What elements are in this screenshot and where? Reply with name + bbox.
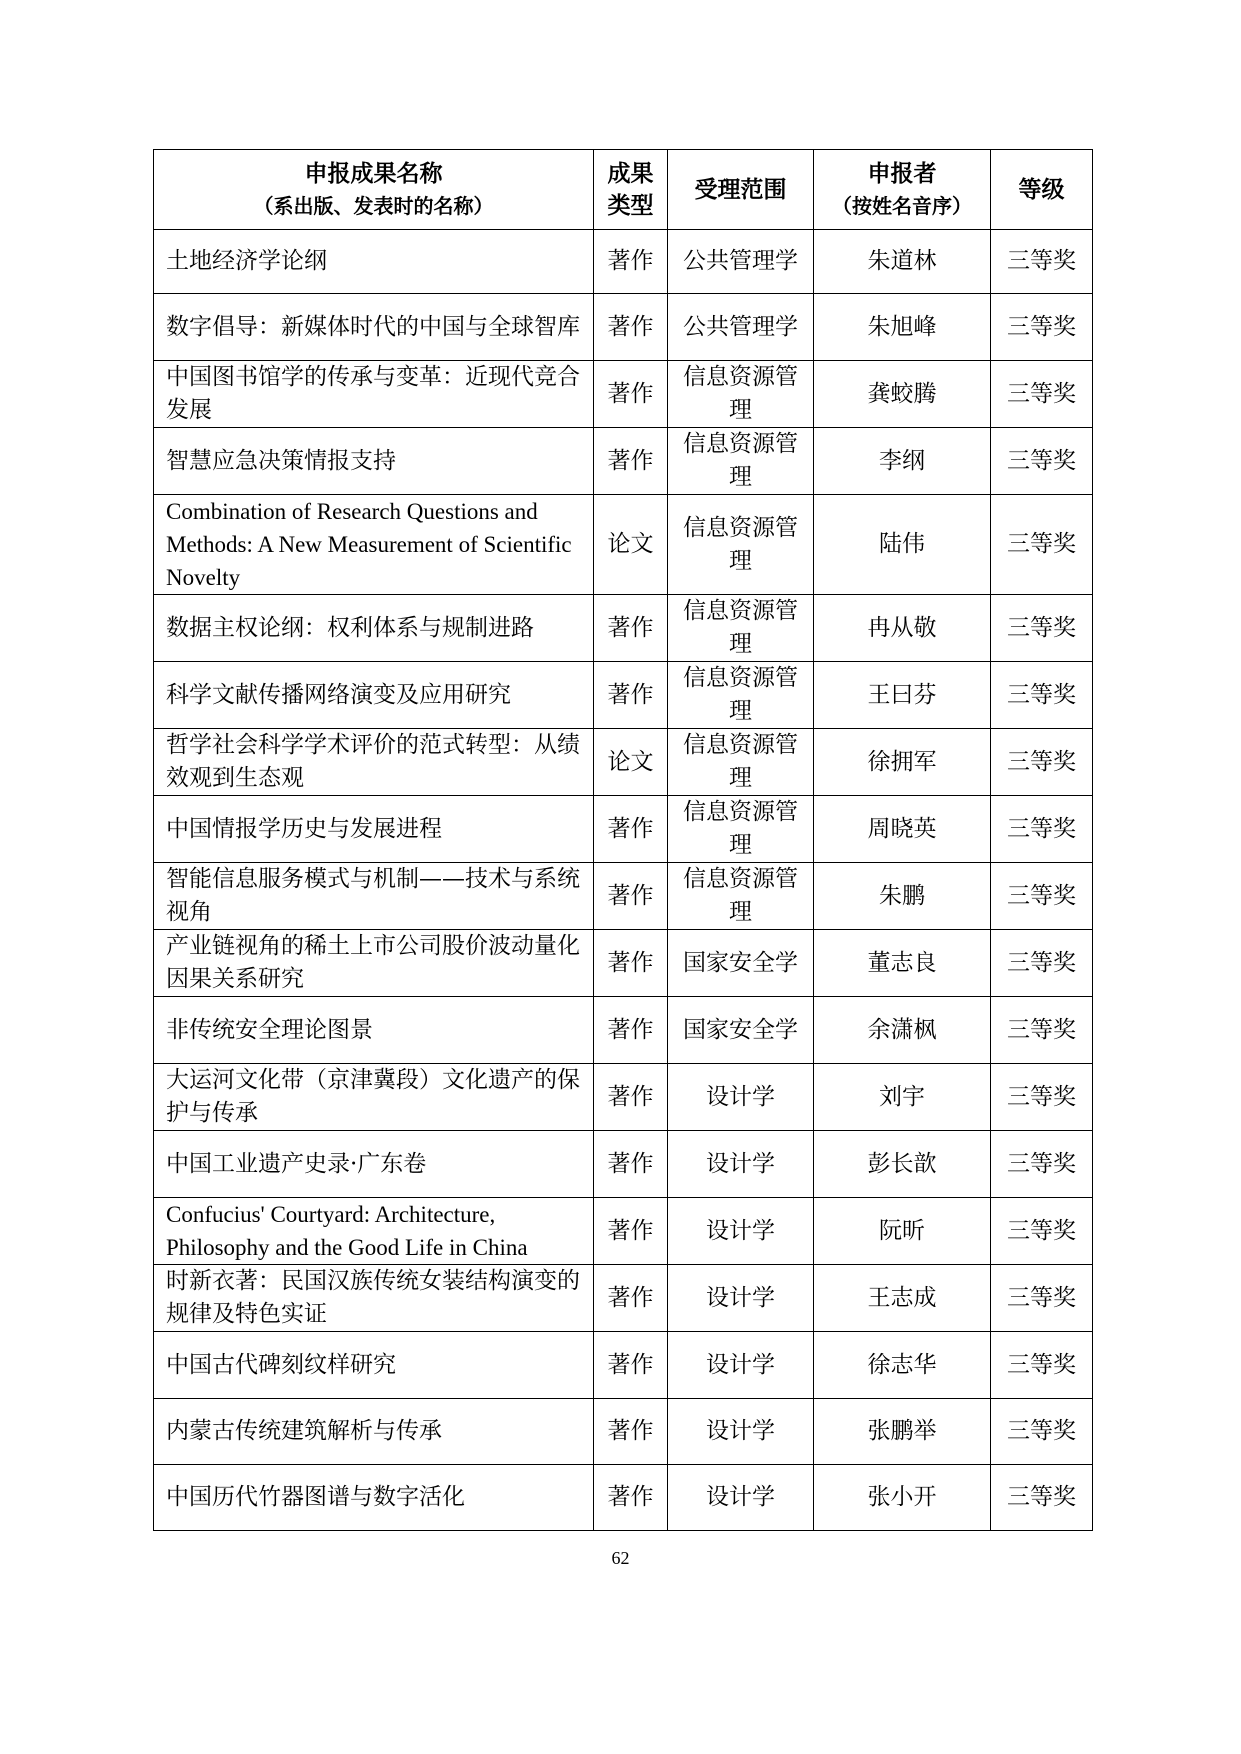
table-row bbox=[154, 1198, 1093, 1265]
table-row bbox=[154, 863, 1093, 930]
cell-applicant: 张小开 bbox=[814, 1465, 991, 1531]
cell-applicant: 朱鹏 bbox=[814, 863, 991, 930]
cell-applicant: 冉从敬 bbox=[814, 595, 991, 662]
cell-scope: 设计学 bbox=[668, 1064, 814, 1131]
cell-grade: 三等奖 bbox=[991, 1399, 1093, 1465]
cell-type: 著作 bbox=[594, 930, 668, 997]
cell-scope: 国家安全学 bbox=[668, 930, 814, 997]
cell-title: 智能信息服务模式与机制——技术与系统视角 bbox=[154, 863, 594, 930]
cell-title: 内蒙古传统建筑解析与传承 bbox=[154, 1399, 594, 1465]
cell-scope: 公共管理学 bbox=[668, 294, 814, 361]
cell-grade: 三等奖 bbox=[991, 1465, 1093, 1531]
cell-type: 著作 bbox=[594, 863, 668, 930]
table-row bbox=[154, 729, 1093, 796]
cell-type: 著作 bbox=[594, 1064, 668, 1131]
cell-title: 土地经济学论纲 bbox=[154, 230, 594, 294]
table-body bbox=[154, 230, 1093, 1531]
cell-type: 著作 bbox=[594, 997, 668, 1064]
cell-grade: 三等奖 bbox=[991, 428, 1093, 495]
cell-type: 著作 bbox=[594, 796, 668, 863]
cell-type: 著作 bbox=[594, 1399, 668, 1465]
cell-type: 著作 bbox=[594, 595, 668, 662]
header-scope: 受理范围 bbox=[668, 150, 814, 230]
cell-scope: 信息资源管理 bbox=[668, 729, 814, 796]
header-applicant-sub: （按姓名音序） bbox=[832, 193, 972, 218]
cell-grade: 三等奖 bbox=[991, 361, 1093, 428]
header-title-sub: （系出版、发表时的名称） bbox=[253, 193, 494, 218]
table-row bbox=[154, 1399, 1093, 1465]
cell-title: 中国工业遗产史录·广东卷 bbox=[154, 1131, 594, 1198]
cell-title: 科学文献传播网络演变及应用研究 bbox=[154, 662, 594, 729]
cell-scope: 设计学 bbox=[668, 1265, 814, 1332]
cell-title: 中国古代碑刻纹样研究 bbox=[154, 1332, 594, 1399]
table-row bbox=[154, 1131, 1093, 1198]
cell-scope: 设计学 bbox=[668, 1399, 814, 1465]
cell-scope: 设计学 bbox=[668, 1131, 814, 1198]
cell-applicant: 陆伟 bbox=[814, 495, 991, 595]
cell-scope: 信息资源管理 bbox=[668, 662, 814, 729]
table-row bbox=[154, 1332, 1093, 1399]
table-row bbox=[154, 361, 1093, 428]
cell-grade: 三等奖 bbox=[991, 997, 1093, 1064]
table-row bbox=[154, 930, 1093, 997]
cell-grade: 三等奖 bbox=[991, 662, 1093, 729]
cell-scope: 信息资源管理 bbox=[668, 428, 814, 495]
header-applicant bbox=[814, 150, 991, 230]
cell-grade: 三等奖 bbox=[991, 595, 1093, 662]
table-row bbox=[154, 230, 1093, 294]
cell-applicant: 董志良 bbox=[814, 930, 991, 997]
header-title-label: 申报成果名称 bbox=[304, 159, 443, 187]
cell-type: 著作 bbox=[594, 230, 668, 294]
header-applicant-label: 申报者 bbox=[867, 159, 937, 187]
header-grade: 等级 bbox=[991, 150, 1093, 230]
cell-applicant: 张鹏举 bbox=[814, 1399, 991, 1465]
cell-type: 论文 bbox=[594, 729, 668, 796]
cell-grade: 三等奖 bbox=[991, 930, 1093, 997]
cell-type: 著作 bbox=[594, 1465, 668, 1531]
cell-applicant: 刘宇 bbox=[814, 1064, 991, 1131]
cell-title: 数据主权论纲：权利体系与规制进路 bbox=[154, 595, 594, 662]
cell-title: 数字倡导：新媒体时代的中国与全球智库 bbox=[154, 294, 594, 361]
cell-applicant: 彭长歆 bbox=[814, 1131, 991, 1198]
cell-scope: 信息资源管理 bbox=[668, 796, 814, 863]
cell-title: 非传统安全理论图景 bbox=[154, 997, 594, 1064]
cell-grade: 三等奖 bbox=[991, 1198, 1093, 1265]
cell-type: 著作 bbox=[594, 1131, 668, 1198]
cell-title: 大运河文化带（京津冀段）文化遗产的保护与传承 bbox=[154, 1064, 594, 1131]
cell-grade: 三等奖 bbox=[991, 1131, 1093, 1198]
table-row bbox=[154, 294, 1093, 361]
cell-type: 著作 bbox=[594, 1265, 668, 1332]
cell-scope: 公共管理学 bbox=[668, 230, 814, 294]
cell-applicant: 龚蛟腾 bbox=[814, 361, 991, 428]
cell-grade: 三等奖 bbox=[991, 1265, 1093, 1332]
table-row bbox=[154, 595, 1093, 662]
table-row bbox=[154, 428, 1093, 495]
cell-type: 著作 bbox=[594, 361, 668, 428]
cell-title: Confucius' Courtyard: Architecture, Philosophy and the Good Life in China bbox=[154, 1198, 594, 1265]
cell-title: 产业链视角的稀土上市公司股价波动量化因果关系研究 bbox=[154, 930, 594, 997]
cell-type: 著作 bbox=[594, 1332, 668, 1399]
cell-scope: 信息资源管理 bbox=[668, 595, 814, 662]
cell-title: 中国情报学历史与发展进程 bbox=[154, 796, 594, 863]
cell-title: 时新衣著：民国汉族传统女装结构演变的规律及特色实证 bbox=[154, 1265, 594, 1332]
cell-applicant: 周晓英 bbox=[814, 796, 991, 863]
cell-scope: 国家安全学 bbox=[668, 997, 814, 1064]
table-row bbox=[154, 662, 1093, 729]
cell-grade: 三等奖 bbox=[991, 796, 1093, 863]
cell-scope: 信息资源管理 bbox=[668, 863, 814, 930]
cell-applicant: 徐拥军 bbox=[814, 729, 991, 796]
cell-applicant: 余潇枫 bbox=[814, 997, 991, 1064]
cell-grade: 三等奖 bbox=[991, 495, 1093, 595]
cell-scope: 设计学 bbox=[668, 1332, 814, 1399]
cell-grade: 三等奖 bbox=[991, 230, 1093, 294]
cell-type: 著作 bbox=[594, 428, 668, 495]
cell-applicant: 朱道林 bbox=[814, 230, 991, 294]
table-row bbox=[154, 1465, 1093, 1531]
header-type: 成果类型 bbox=[594, 150, 668, 230]
table-row bbox=[154, 997, 1093, 1064]
cell-scope: 设计学 bbox=[668, 1198, 814, 1265]
table-row bbox=[154, 1265, 1093, 1332]
cell-type: 著作 bbox=[594, 1198, 668, 1265]
header-title bbox=[154, 150, 594, 230]
table-row bbox=[154, 796, 1093, 863]
cell-scope: 信息资源管理 bbox=[668, 495, 814, 595]
cell-type: 著作 bbox=[594, 294, 668, 361]
cell-title: 智慧应急决策情报支持 bbox=[154, 428, 594, 495]
cell-grade: 三等奖 bbox=[991, 1332, 1093, 1399]
table-row bbox=[154, 1064, 1093, 1131]
table-row bbox=[154, 495, 1093, 595]
cell-title: Combination of Research Questions and Methods: A New Measurement of Scientific Novelty bbox=[154, 495, 594, 595]
cell-applicant: 阮昕 bbox=[814, 1198, 991, 1265]
cell-grade: 三等奖 bbox=[991, 729, 1093, 796]
page-number: 62 bbox=[611, 1548, 630, 1568]
cell-title: 哲学社会科学学术评价的范式转型：从绩效观到生态观 bbox=[154, 729, 594, 796]
cell-type: 著作 bbox=[594, 662, 668, 729]
cell-scope: 设计学 bbox=[668, 1465, 814, 1531]
cell-scope: 信息资源管理 bbox=[668, 361, 814, 428]
cell-type: 论文 bbox=[594, 495, 668, 595]
awards-table bbox=[153, 149, 1093, 1531]
cell-grade: 三等奖 bbox=[991, 863, 1093, 930]
cell-applicant: 徐志华 bbox=[814, 1332, 991, 1399]
cell-grade: 三等奖 bbox=[991, 1064, 1093, 1131]
cell-title: 中国历代竹器图谱与数字活化 bbox=[154, 1465, 594, 1531]
cell-applicant: 朱旭峰 bbox=[814, 294, 991, 361]
cell-grade: 三等奖 bbox=[991, 294, 1093, 361]
cell-applicant: 李纲 bbox=[814, 428, 991, 495]
header-row bbox=[154, 150, 1093, 230]
cell-applicant: 王志成 bbox=[814, 1265, 991, 1332]
cell-title: 中国图书馆学的传承与变革：近现代竞合发展 bbox=[154, 361, 594, 428]
cell-applicant: 王曰芬 bbox=[814, 662, 991, 729]
